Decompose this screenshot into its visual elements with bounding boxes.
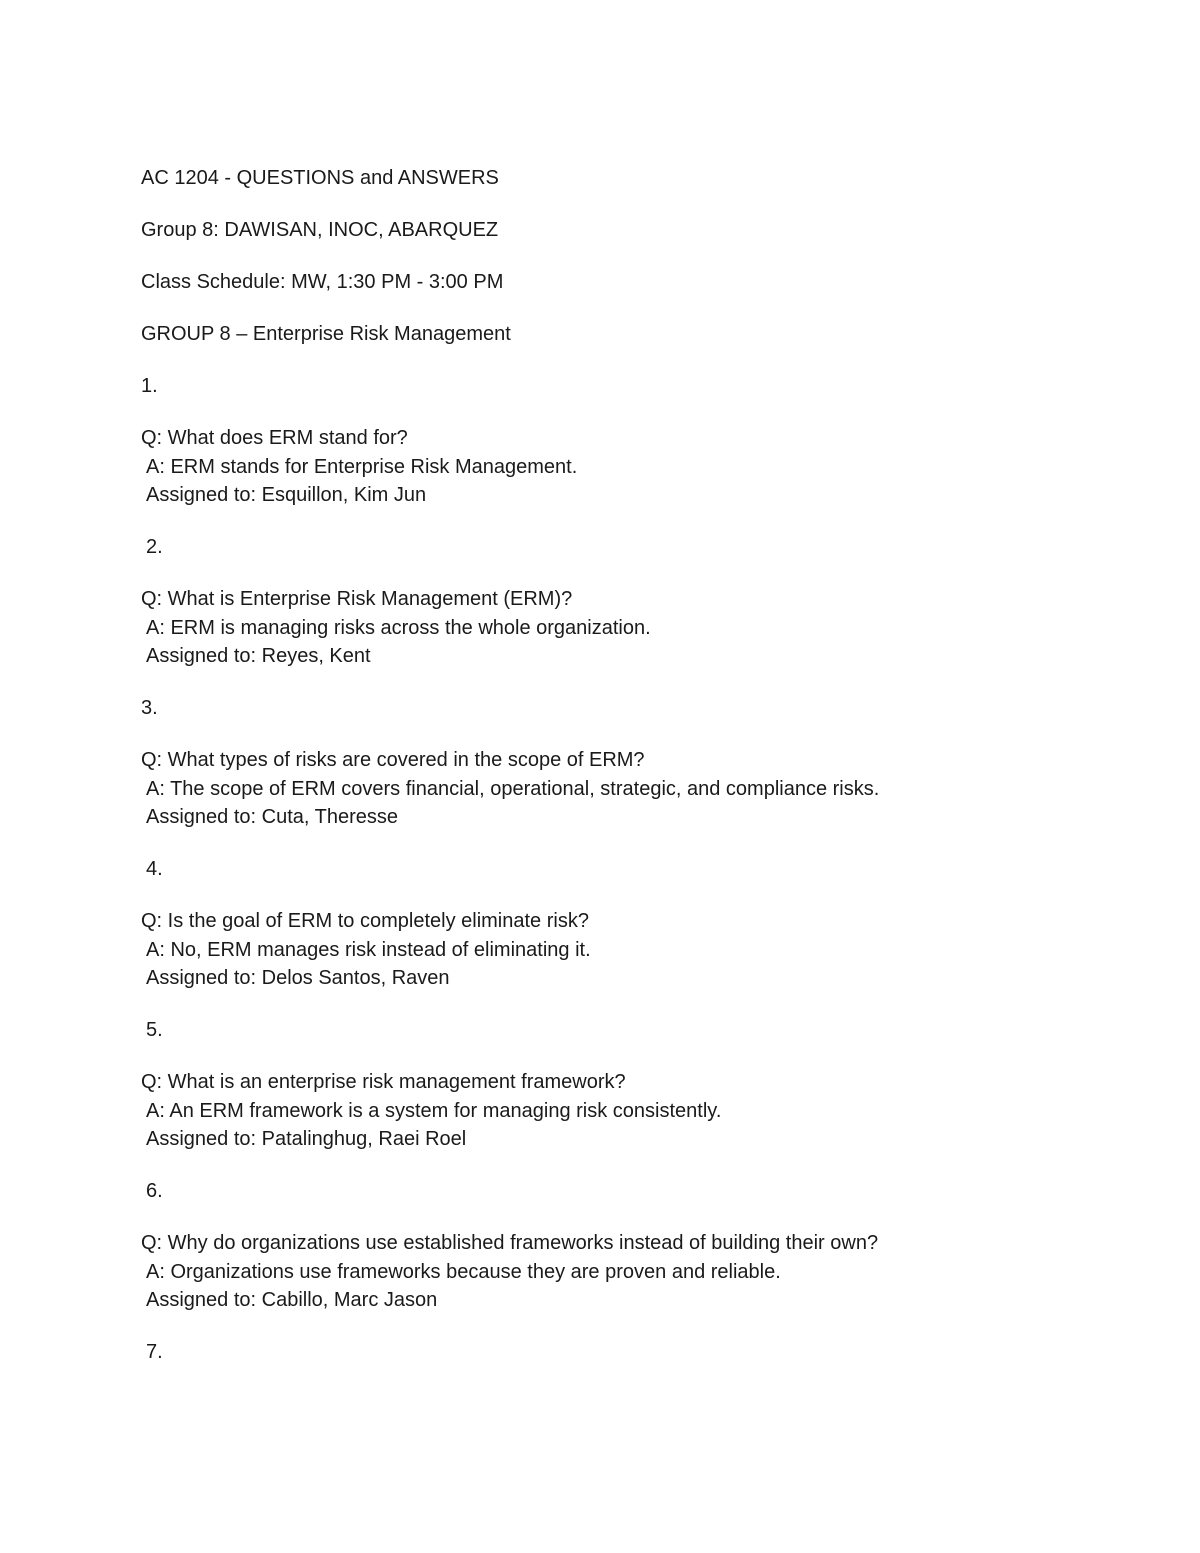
assigned-to: Assigned to: Delos Santos, Raven xyxy=(146,967,450,989)
assigned-to: Assigned to: Cuta, Theresse xyxy=(146,806,398,828)
item-number: 2. xyxy=(146,536,163,558)
answer-text: A: ERM stands for Enterprise Risk Management. xyxy=(146,456,578,478)
item-number: 3. xyxy=(141,697,158,719)
assigned-to: Assigned to: Patalinghug, Raei Roel xyxy=(146,1128,467,1150)
item-number: 7. xyxy=(146,1341,163,1363)
answer-text: A: The scope of ERM covers financial, operational, strategic, and compliance risks. xyxy=(146,778,880,800)
group-members: Group 8: DAWISAN, INOC, ABARQUEZ xyxy=(141,219,499,241)
question-text: Q: Is the goal of ERM to completely eliminate risk? xyxy=(141,910,589,932)
item-number: 6. xyxy=(146,1180,163,1202)
question-text: Q: Why do organizations use established frameworks instead of building their own? xyxy=(141,1232,879,1254)
answer-text: A: Organizations use frameworks because they are proven and reliable. xyxy=(146,1261,781,1283)
item-number: 5. xyxy=(146,1019,163,1041)
answer-text: A: ERM is managing risks across the whole organization. xyxy=(146,617,651,639)
topic-heading: GROUP 8 – Enterprise Risk Management xyxy=(141,323,511,345)
answer-text: A: An ERM framework is a system for managing risk consistently. xyxy=(146,1100,722,1122)
answer-text: A: No, ERM manages risk instead of eliminating it. xyxy=(146,939,591,961)
item-number: 4. xyxy=(146,858,163,880)
question-text: Q: What types of risks are covered in the scope of ERM? xyxy=(141,749,645,771)
question-text: Q: What does ERM stand for? xyxy=(141,427,408,449)
class-schedule: Class Schedule: MW, 1:30 PM - 3:00 PM xyxy=(141,271,504,293)
question-text: Q: What is an enterprise risk management framework? xyxy=(141,1071,626,1093)
assigned-to: Assigned to: Cabillo, Marc Jason xyxy=(146,1289,438,1311)
document-title: AC 1204 - QUESTIONS and ANSWERS xyxy=(141,167,499,189)
item-number: 1. xyxy=(141,375,158,397)
assigned-to: Assigned to: Reyes, Kent xyxy=(146,645,371,667)
assigned-to: Assigned to: Esquillon, Kim Jun xyxy=(146,484,427,506)
question-text: Q: What is Enterprise Risk Management (ERM)? xyxy=(141,588,573,610)
